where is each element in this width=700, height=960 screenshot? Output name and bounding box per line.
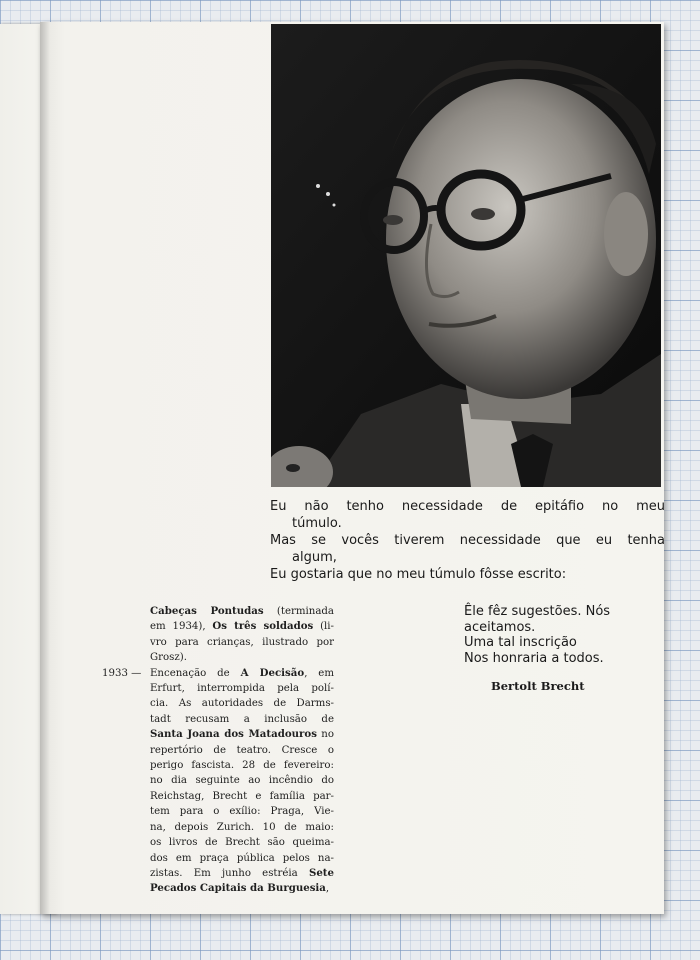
inscription-line: Nos honraria a todos. (464, 650, 604, 666)
work-title: Santa Joana dos Matadouros (150, 728, 317, 741)
chronology-line (150, 727, 334, 742)
chronology-line (150, 881, 334, 896)
epitaph-poem (270, 498, 665, 583)
chronology-text: , (325, 883, 330, 895)
chronology-line: vro para crianças, ilustrado por (150, 636, 334, 648)
work-title: Os três soldados (212, 620, 314, 633)
inscription-line: Êle fêz sugestões. Nós (464, 604, 611, 619)
chronology-line: Reichstag, Brecht e família par- (150, 790, 334, 802)
epitaph-line: túmulo. (292, 516, 342, 531)
epitaph-line: Eu gostaria que no meu túmulo fôsse escrito: (270, 567, 567, 582)
epitaph-line: Mas se vocês tiverem necessidade que eu tenha (270, 533, 665, 548)
chronology-line: os livros de Brecht são queima- (150, 837, 334, 849)
chronology-line: tadt recusam a inclusão de (150, 713, 334, 725)
chronology-year: 1933 — (102, 667, 142, 679)
chronology-line (150, 604, 334, 619)
document-page (40, 22, 664, 914)
chronology-line: cia. As autoridades de Darms- (150, 698, 334, 710)
chronology-text: (li- (313, 621, 334, 633)
chronology-text: Encenação de (150, 667, 241, 679)
work-title: Pecados Capitais da Burguesia (150, 882, 326, 895)
chronology-line: no dia seguinte ao incêndio do (150, 775, 334, 787)
chronology-text: zistas. Em junho estréia (150, 867, 309, 879)
inscription-line: Uma tal inscrição (464, 635, 577, 650)
chronology-line: perigo fascista. 28 de fevereiro: (150, 760, 334, 772)
chronology-line (150, 619, 334, 634)
chronology-text: em 1934), (150, 621, 213, 633)
epitaph-inscription (464, 604, 659, 666)
chronology-line (150, 866, 334, 881)
chronology-text: , em (304, 667, 334, 679)
chronology-column (102, 604, 334, 897)
work-title: A Decisão (240, 666, 305, 679)
epitaph-line: algum, (292, 550, 337, 565)
chronology-line: repertório de teatro. Cresce o (150, 744, 334, 756)
page-fold-shadow (40, 22, 50, 914)
chronology-line: na, depois Zurich. 10 de maio: (150, 821, 334, 833)
chronology-line: Grosz). (150, 652, 187, 664)
chronology-entry-1933 (102, 666, 334, 897)
work-title: Sete (308, 866, 334, 879)
brecht-portrait-photo (271, 24, 661, 487)
chronology-line: dos em praça pública pelos na- (150, 852, 334, 864)
author-signature: Bertolt Brecht (491, 679, 585, 693)
chronology-continuation (102, 604, 334, 666)
chronology-text: (terminada (263, 606, 335, 617)
work-title: Cabeças Pontudas (150, 605, 264, 617)
chronology-line: tem para o exílio: Praga, Vie- (150, 806, 334, 818)
chronology-line: Erfurt, interrompida pela polí- (150, 683, 334, 695)
portrait-photo-icon (271, 24, 661, 487)
inscription-line: aceitamos. (464, 619, 536, 635)
chronology-line (150, 666, 334, 681)
chronology-text: no (316, 729, 334, 741)
epitaph-line: Eu não tenho necessidade de epitáfio no meu (270, 499, 665, 514)
